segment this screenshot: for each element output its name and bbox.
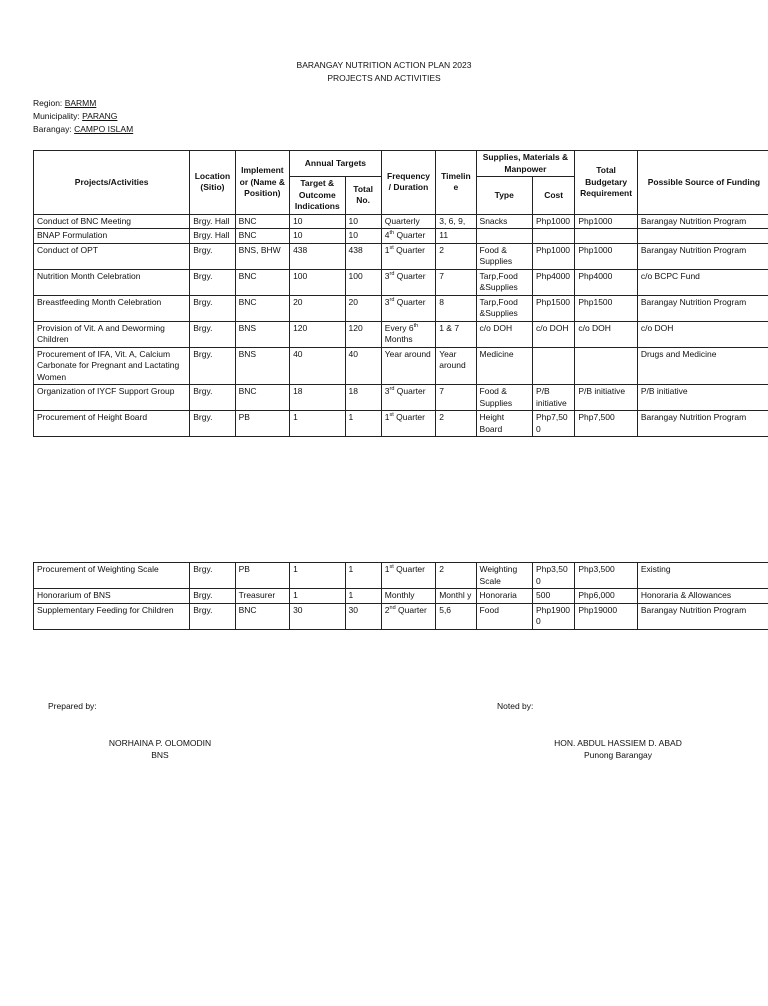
cell-target: 438 bbox=[290, 243, 345, 269]
cell-source: c/o BCPC Fund bbox=[637, 269, 768, 295]
cell-target: 1 bbox=[290, 411, 345, 437]
cell-budget: P/B initiative bbox=[575, 385, 638, 411]
freq-number: 2 bbox=[384, 604, 390, 615]
table-row bbox=[34, 214, 768, 229]
cell-timeline: Year around bbox=[436, 347, 476, 385]
noted-by-position: Punong Barangay bbox=[583, 750, 653, 760]
cell-budget: Php1000 bbox=[575, 243, 638, 269]
freq-number: 1 bbox=[384, 564, 390, 574]
cell-project: Procurement of Height Board bbox=[34, 411, 190, 437]
cell-implementor: BNC bbox=[235, 295, 289, 321]
cell-location: Brgy. bbox=[190, 321, 235, 347]
cell-source: Existing bbox=[637, 563, 768, 589]
prepared-by-label: Prepared by: bbox=[48, 701, 97, 711]
cell-timeline: Monthl y bbox=[436, 589, 476, 604]
freq-suffix: th bbox=[413, 322, 419, 329]
cell-project: BNAP Formulation bbox=[34, 229, 190, 244]
cell-cost: Php1900 0 bbox=[533, 603, 575, 629]
region-line bbox=[33, 98, 96, 108]
freq-suffix: nd bbox=[389, 604, 396, 611]
freq-suffix: rd bbox=[389, 270, 395, 277]
cell-type: Medicine bbox=[476, 347, 532, 385]
col-projects: Projects/Activities bbox=[34, 151, 190, 215]
cell-timeline: 2 bbox=[436, 243, 476, 269]
cell-implementor: BNS, BHW bbox=[235, 243, 289, 269]
cell-total: 20 bbox=[345, 295, 381, 321]
freq-unit: Quarter bbox=[396, 386, 426, 396]
cell-timeline: 2 bbox=[436, 563, 476, 589]
col-total-no: Total No. bbox=[345, 177, 381, 215]
cell-cost bbox=[532, 229, 574, 244]
cell-frequency bbox=[381, 229, 435, 244]
barangay-label: Barangay: bbox=[33, 124, 72, 134]
cell-budget bbox=[575, 347, 638, 385]
cell-total: 40 bbox=[345, 347, 381, 385]
cell-type: Tarp,Food &Supplies bbox=[476, 269, 532, 295]
cell-project: Supplementary Feeding for Children bbox=[34, 603, 190, 629]
table-row bbox=[34, 295, 768, 321]
cell-timeline: 7 bbox=[436, 269, 476, 295]
col-source: Possible Source of Funding bbox=[637, 151, 768, 215]
table-row bbox=[34, 411, 768, 437]
freq-suffix: st bbox=[389, 412, 394, 419]
cell-implementor: BNC bbox=[235, 385, 289, 411]
col-timeline: Timeline bbox=[436, 151, 476, 215]
freq-suffix: rd bbox=[389, 386, 395, 393]
cell-timeline: 8 bbox=[436, 295, 476, 321]
cell-budget: Php3,500 bbox=[575, 563, 638, 589]
cell-source: Drugs and Medicine bbox=[637, 347, 768, 385]
freq-number: 4 bbox=[384, 230, 390, 240]
cell-source: Barangay Nutrition Program bbox=[637, 295, 768, 321]
cell-location: Brgy. bbox=[190, 295, 235, 321]
cell-cost: P/B initiative bbox=[532, 385, 574, 411]
col-frequency: Frequency / Duration bbox=[381, 151, 435, 215]
cell-total: 438 bbox=[345, 243, 381, 269]
cell-type: Food bbox=[476, 603, 532, 629]
table-body-continued bbox=[34, 563, 768, 630]
cell-project: Breastfeeding Month Celebration bbox=[34, 295, 190, 321]
cell-timeline: 11 bbox=[436, 229, 476, 244]
cell-target: 120 bbox=[290, 321, 345, 347]
cell-frequency bbox=[381, 385, 435, 411]
cell-location: Brgy. bbox=[190, 243, 235, 269]
cell-total: 120 bbox=[345, 321, 381, 347]
table-body bbox=[34, 214, 768, 437]
cell-type: Food & Supplies bbox=[476, 243, 532, 269]
cell-project: Conduct of BNC Meeting bbox=[34, 214, 190, 229]
municipality-line bbox=[33, 111, 117, 121]
freq-unit: Quarter bbox=[396, 270, 426, 281]
freq-number: 1 bbox=[384, 412, 390, 422]
cell-total: 30 bbox=[345, 603, 381, 629]
cell-project: Procurement of Weighting Scale bbox=[34, 563, 190, 589]
cell-target: 10 bbox=[290, 229, 345, 244]
col-total-budget: Total Budgetary Requirement bbox=[575, 151, 638, 215]
cell-budget: Php1500 bbox=[575, 295, 638, 321]
col-target-outcome: Target & Outcome Indications bbox=[290, 177, 345, 215]
table-row bbox=[34, 347, 768, 385]
cell-cost bbox=[532, 347, 574, 385]
cell-implementor: Treasurer bbox=[235, 589, 289, 604]
col-annual-targets: Annual Targets bbox=[290, 151, 382, 177]
cell-frequency bbox=[381, 295, 435, 321]
freq-suffix: st bbox=[389, 244, 394, 251]
cell-implementor: PB bbox=[235, 411, 289, 437]
freq-suffix: rd bbox=[389, 296, 395, 303]
cell-location: Brgy. bbox=[190, 563, 235, 589]
cell-implementor: BNC bbox=[235, 229, 289, 244]
cell-total: 18 bbox=[345, 385, 381, 411]
cell-budget: Php6,000 bbox=[575, 589, 638, 604]
table-row bbox=[34, 229, 768, 244]
table-row bbox=[34, 321, 768, 347]
cell-timeline: 1 & 7 bbox=[436, 321, 476, 347]
table-row bbox=[34, 563, 768, 589]
document-title: BARANGAY NUTRITION ACTION PLAN 2023 bbox=[296, 60, 472, 70]
cell-implementor: BNS bbox=[235, 347, 289, 385]
table-row bbox=[34, 589, 768, 604]
region-value: BARMM bbox=[64, 98, 97, 108]
cell-timeline: 5,6 bbox=[436, 603, 476, 629]
municipality-label: Municipality: bbox=[33, 111, 80, 121]
cell-location: Brgy. bbox=[190, 385, 235, 411]
cell-timeline: 2 bbox=[436, 411, 476, 437]
col-cost: Cost bbox=[532, 177, 574, 215]
cell-cost: Php1000 bbox=[532, 214, 574, 229]
freq-number: 3 bbox=[384, 296, 390, 307]
freq-suffix: st bbox=[389, 564, 394, 571]
freq-number: Every 6 bbox=[384, 322, 414, 333]
cell-location: Brgy. bbox=[190, 603, 235, 629]
cell-location: Brgy. bbox=[190, 411, 235, 437]
cell-location: Brgy. Hall bbox=[190, 214, 235, 229]
cell-project: Procurement of IFA, Vit. A, Calcium Carbonate for Pregnant and Lactating Women bbox=[34, 347, 190, 385]
cell-implementor: BNC bbox=[235, 214, 289, 229]
cell-implementor: BNC bbox=[235, 269, 289, 295]
cell-target: 10 bbox=[290, 214, 345, 229]
cell-frequency bbox=[381, 243, 435, 269]
cell-type: Tarp,Food &Supplies bbox=[476, 295, 532, 321]
prepared-by-position: BNS bbox=[151, 750, 169, 760]
noted-by-name: HON. ABDUL HASSIEM D. ABAD bbox=[554, 738, 682, 748]
cell-cost: c/o DOH bbox=[532, 321, 574, 347]
action-plan-table-continued bbox=[33, 562, 768, 630]
freq-unit: Quarter bbox=[396, 230, 426, 240]
freq-number: 3 bbox=[384, 270, 390, 281]
cell-target: 40 bbox=[290, 347, 345, 385]
cell-target: 100 bbox=[290, 269, 345, 295]
cell-cost: Php3,50 0 bbox=[533, 563, 575, 589]
cell-budget: c/o DOH bbox=[575, 321, 638, 347]
col-supplies: Supplies, Materials & Manpower bbox=[476, 151, 575, 177]
cell-total: 10 bbox=[345, 214, 381, 229]
cell-total: 100 bbox=[345, 269, 381, 295]
cell-implementor: PB bbox=[235, 563, 289, 589]
cell-location: Brgy. bbox=[190, 347, 235, 385]
col-location: Location (Sitio) bbox=[190, 151, 235, 215]
table-row bbox=[34, 269, 768, 295]
cell-frequency bbox=[381, 269, 435, 295]
cell-cost: Php7,50 0 bbox=[532, 411, 574, 437]
cell-project: Nutrition Month Celebration bbox=[34, 269, 190, 295]
freq-unit: Months bbox=[384, 334, 413, 344]
cell-target: 20 bbox=[290, 295, 345, 321]
cell-cost: 500 bbox=[533, 589, 575, 604]
cell-implementor: BNC bbox=[235, 603, 289, 629]
cell-budget: Php4000 bbox=[575, 269, 638, 295]
freq-unit: Quarter bbox=[396, 296, 426, 307]
cell-budget: Php7,500 bbox=[575, 411, 638, 437]
cell-implementor: BNS bbox=[235, 321, 289, 347]
table-row bbox=[34, 603, 768, 629]
freq-unit: Quarter bbox=[396, 564, 425, 574]
cell-type: Height Board bbox=[476, 411, 532, 437]
cell-frequency: Quarterly bbox=[381, 214, 435, 229]
cell-target: 1 bbox=[290, 589, 345, 604]
municipality-value: PARANG bbox=[82, 111, 118, 121]
document-subtitle: PROJECTS AND ACTIVITIES bbox=[327, 73, 441, 83]
cell-frequency bbox=[381, 603, 435, 629]
region-label: Region: bbox=[33, 98, 63, 108]
cell-frequency: Monthly bbox=[381, 589, 435, 604]
cell-target: 1 bbox=[290, 563, 345, 589]
freq-unit: Quarter bbox=[398, 604, 427, 615]
col-type: Type bbox=[476, 177, 532, 215]
cell-budget: Php19000 bbox=[575, 603, 638, 629]
cell-type bbox=[476, 229, 532, 244]
barangay-line bbox=[33, 124, 133, 134]
freq-number: 1 bbox=[384, 244, 390, 255]
cell-type: Snacks bbox=[476, 214, 532, 229]
table-row bbox=[34, 385, 768, 411]
noted-by-label: Noted by: bbox=[497, 701, 534, 711]
cell-project: Provision of Vit. A and Deworming Children bbox=[34, 321, 190, 347]
cell-location: Brgy. bbox=[190, 589, 235, 604]
freq-suffix: th bbox=[389, 230, 395, 237]
cell-total: 1 bbox=[345, 411, 381, 437]
cell-frequency bbox=[381, 563, 435, 589]
cell-source: c/o DOH bbox=[637, 321, 768, 347]
cell-cost: Php1000 bbox=[532, 243, 574, 269]
cell-source: Honoraria & Allowances bbox=[637, 589, 768, 604]
cell-frequency: Year around bbox=[381, 347, 435, 385]
cell-source: Barangay Nutrition Program bbox=[637, 243, 768, 269]
cell-budget bbox=[575, 229, 638, 244]
cell-budget: Php1000 bbox=[575, 214, 638, 229]
cell-total: 1 bbox=[345, 563, 381, 589]
cell-target: 18 bbox=[290, 385, 345, 411]
cell-type: Honoraria bbox=[476, 589, 532, 604]
cell-cost: Php1500 bbox=[532, 295, 574, 321]
freq-unit: Quarter bbox=[396, 412, 425, 422]
cell-timeline: 3, 6, 9, bbox=[436, 214, 476, 229]
cell-source: Barangay Nutrition Program bbox=[637, 411, 768, 437]
cell-type: c/o DOH bbox=[476, 321, 532, 347]
freq-number: 3 bbox=[384, 386, 390, 396]
freq-unit: Quarter bbox=[396, 244, 425, 255]
cell-project: Organization of IYCF Support Group bbox=[34, 385, 190, 411]
cell-total: 10 bbox=[345, 229, 381, 244]
cell-total: 1 bbox=[345, 589, 381, 604]
cell-frequency bbox=[381, 321, 435, 347]
cell-source: Barangay Nutrition Program bbox=[637, 603, 768, 629]
cell-source bbox=[637, 229, 768, 244]
prepared-by-name: NORHAINA P. OLOMODIN bbox=[108, 738, 212, 748]
header-row-1 bbox=[34, 151, 768, 177]
barangay-value: CAMPO ISLAM bbox=[74, 124, 134, 134]
cell-type: Food & Supplies bbox=[476, 385, 532, 411]
cell-project: Conduct of OPT bbox=[34, 243, 190, 269]
cell-timeline: 7 bbox=[436, 385, 476, 411]
cell-frequency bbox=[381, 411, 435, 437]
table-row bbox=[34, 243, 768, 269]
cell-location: Brgy. Hall bbox=[190, 229, 235, 244]
cell-cost: Php4000 bbox=[532, 269, 574, 295]
cell-location: Brgy. bbox=[190, 269, 235, 295]
cell-source: Barangay Nutrition Program bbox=[637, 214, 768, 229]
cell-project: Honorarium of BNS bbox=[34, 589, 190, 604]
cell-type: Weighting Scale bbox=[476, 563, 532, 589]
action-plan-table bbox=[33, 150, 768, 437]
cell-source: P/B initiative bbox=[637, 385, 768, 411]
cell-target: 30 bbox=[290, 603, 345, 629]
col-implementor: Implementor (Name & Position) bbox=[235, 151, 289, 215]
